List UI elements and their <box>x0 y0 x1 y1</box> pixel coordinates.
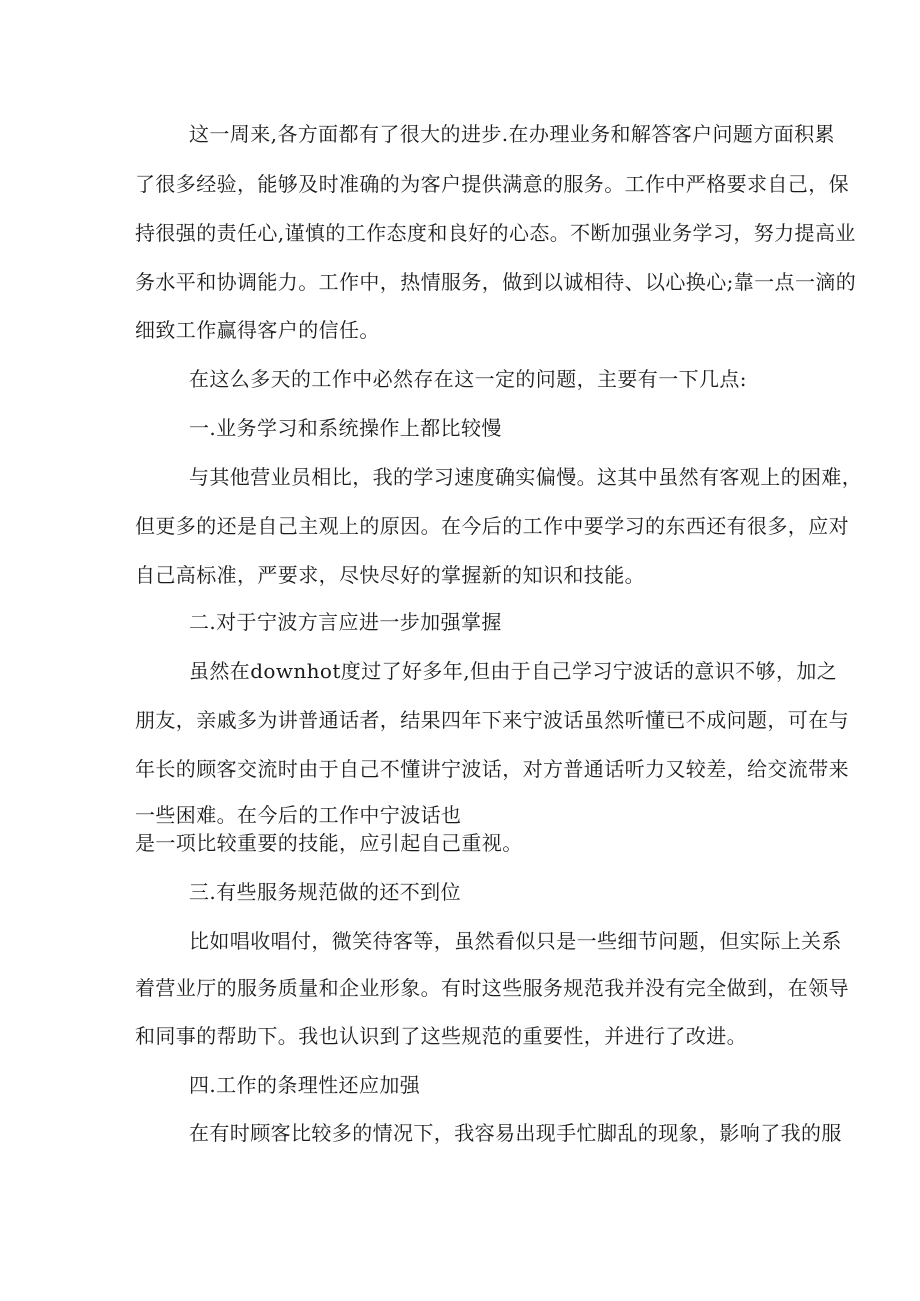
text-line: 年长的顾客交流时由于自己不懂讲宁波话，对方普通话听力又较差，给交流带来 <box>135 757 849 781</box>
text-line: 持很强的责任心,谨慎的工作态度和良好的心态。不断加强业务学习，努力提高业 <box>135 221 856 245</box>
text-line: 和同事的帮助下。我也认识到了这些规范的重要性，并进行了改进。 <box>135 1024 747 1048</box>
section-heading: 三.有些服务规范做的还不到位 <box>189 880 461 904</box>
section-heading: 四.工作的条理性还应加强 <box>189 1073 421 1097</box>
text-line: 一些困难。在今后的工作中宁波话也 <box>135 803 462 827</box>
text-line: 与其他营业员相比，我的学习速度确实偏慢。这其中虽然有客观上的困难， <box>189 465 863 489</box>
section-heading: 一.业务学习和系统操作上都比较慢 <box>189 416 502 440</box>
text-line: 着营业厅的服务质量和企业形象。有时这些服务规范我并没有完全做到，在领导 <box>135 976 849 1000</box>
text-line: 朋友，亲戚多为讲普通话者，结果四年下来宁波话虽然听懂已不成问题，可在与 <box>135 708 849 732</box>
text-line: 自己高标准，严要求，尽快尽好的掌握新的知识和技能。 <box>135 563 645 587</box>
text-line: 比如唱收唱付，微笑待客等，虽然看似只是一些细节问题，但实际上关系 <box>189 929 842 953</box>
text-line: 是一项比较重要的技能，应引起自己重视。 <box>135 831 523 855</box>
text-line: 了很多经验，能够及时准确的为客户提供满意的服务。工作中严格要求自己，保 <box>135 172 849 196</box>
text-line: 这一周来,各方面都有了很大的进步.在办理业务和解答客户问题方面积累 <box>189 122 835 146</box>
text-line: 但更多的还是自己主观上的原因。在今后的工作中要学习的东西还有很多，应对 <box>135 514 849 538</box>
section-heading: 二.对于宁波方言应进一步加强掌握 <box>189 610 502 634</box>
text-line: 务水平和协调能力。工作中，热情服务，做到以诚相待、以心换心;靠一点一滴的 <box>135 270 857 294</box>
text-line: 在有时顾客比较多的情况下，我容易出现手忙脚乱的现象，影响了我的服 <box>189 1121 842 1145</box>
text-line: 在这么多天的工作中必然存在这一定的问题，主要有一下几点: <box>189 367 747 391</box>
text-line: 细致工作赢得客户的信任。 <box>135 318 380 342</box>
text-line: 虽然在downhot度过了好多年,但由于自己学习宁波话的意识不够，加之 <box>189 659 838 683</box>
